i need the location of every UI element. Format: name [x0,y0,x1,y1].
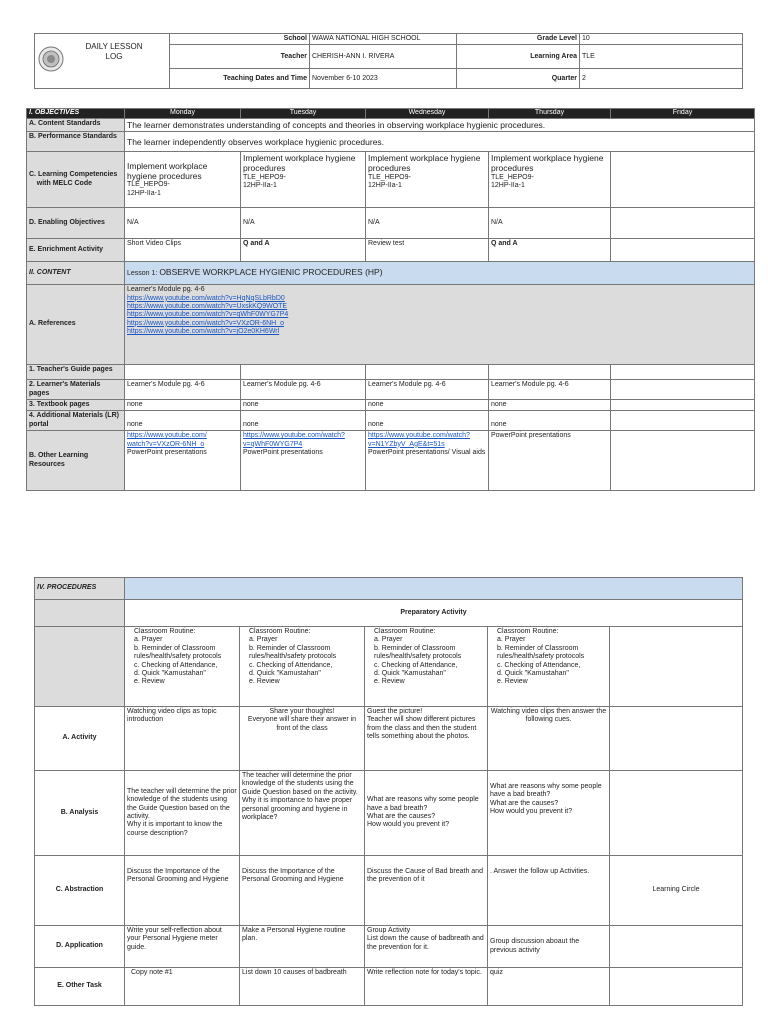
tb-tuesday: none [241,399,366,410]
task-thursday: quiz [488,968,610,1006]
abstraction-tuesday: Discuss the Importance of the Personal Grooming and Hygiene [240,856,365,926]
enabling-thursday: N/A [489,208,611,239]
references-label: A. References [27,285,125,365]
enrichment-friday [611,239,755,262]
other-wednesday: https://www.youtube.com/watch? v=N1YZbyV_AgE&t=51s PowerPoint presentations/ Visual aids [366,431,489,491]
objectives-section-label: I. OBJECTIVES [27,109,125,119]
day-wednesday: Wednesday [366,109,489,119]
reference-link[interactable]: https://www.youtube.com/watch?v=UxskKQ9WOTE [127,302,288,310]
day-header-row [27,109,755,119]
enabling-wednesday: N/A [366,208,489,239]
analysis-wednesday: What are reasons why some people have a bad breath? What are the causes? How would you prevent it? [365,771,488,856]
task-wednesday: Write reflection note for today's topic. [365,968,488,1006]
routine-thursday: Classroom Routine: a. Prayer b. Reminder of Classroom rules/health/safety protocols c. Checking of Attendance, d. Quick "Kamustahan" e. Review [488,627,610,707]
other-task-label: E. Other Task [35,968,125,1006]
header-logo-cell [35,34,170,89]
enrichment-thursday: Q and A [489,239,611,262]
application-wednesday: Group Activity List down the cause of badbreath and the prevention for it. [365,926,488,968]
lr-wednesday: none [366,411,489,431]
routine-monday: Classroom Routine: a. Prayer b. Reminder of Classroom rules/health/safety protocols c. Checking of Attendance, d. Quick "Kamustahan" e. Review [125,627,240,707]
tb-monday: none [125,399,241,410]
enabling-tuesday: N/A [241,208,366,239]
competencies-label: C. Learning Competencies with MELC Code [27,152,125,208]
other-friday [611,431,755,491]
abstraction-monday: Discuss the Importance of the Personal Grooming and Hygiene [125,856,240,926]
school-value: WAWA NATIONAL HIGH SCHOOL [310,34,457,45]
enabling-objectives-label: D. Enabling Objectives [27,208,125,239]
lm-thursday: Learner's Module pg. 4-6 [489,380,611,400]
reference-link[interactable]: https://www.youtube.com/watch?v=qWhF0WYG7P4 [127,311,289,319]
teacher-label: Teacher [170,45,310,69]
competency-friday [611,152,755,208]
enrichment-label: E. Enrichment Activity [27,239,125,262]
lr-friday [611,411,755,431]
activity-friday [610,707,743,771]
area-value: TLE [580,45,743,69]
application-monday: Write your self-reflection about your Personal Hygiene meter guide. [125,926,240,968]
procedures-section-label: IV. PROCEDURES [35,578,125,600]
reference-link[interactable]: https://www.youtube.com/watch?v=VXzOR-6NH_o [127,319,284,327]
tb-wednesday: none [366,399,489,410]
day-tuesday: Tuesday [241,109,366,119]
competency-tuesday: Implement workplace hygiene procedures TLE_HEPO9- 12HP-IIa-1 [241,152,366,208]
competency-monday: Implement workplace hygiene procedures TLE_HEPO9- 12HP-IIa-1 [125,152,241,208]
enabling-friday [611,208,755,239]
routine-friday [610,627,743,707]
lm-tuesday: Learner's Module pg. 4-6 [241,380,366,400]
grade-value: 10 [580,34,743,45]
competency-thursday: Implement workplace hygiene procedures TLE_HEPO9- 12HP-IIa-1 [489,152,611,208]
activity-thursday: Watching video clips then answer the following cues. [488,707,610,771]
content-standards-text: The learner demonstrates understanding of concepts and theories in observing workplace hygienic procedures. [125,119,755,132]
other-tuesday: https://www.youtube.com/watch? v=qWhF0WYG7P4 PowerPoint presentations [241,431,366,491]
competency-wednesday: Implement workplace hygiene procedures TLE_HEPO9- 12HP-IIa-1 [366,152,489,208]
lr-tuesday: none [241,411,366,431]
other-thursday: PowerPoint presentations [489,431,611,491]
enabling-monday: N/A [125,208,241,239]
resource-link[interactable]: https://www.youtube.com/watch? v=qWhF0WYG7P4 [243,432,345,448]
analysis-thursday: What are reasons why some people have a bad breath? What are the causes? How would you prevent it? [488,771,610,856]
area-label: Learning Area [457,45,580,69]
analysis-friday [610,771,743,856]
lesson-title: Lesson 1: OBSERVE WORKPLACE HYGIENIC PROCEDURES (HP) [125,262,755,285]
application-thursday: Group discussion aboaut the previous activity [488,926,610,968]
application-label: D. Application [35,926,125,968]
preparatory-activity: Preparatory Activity [125,600,743,627]
learners-materials-label: 2. Learner's Materials pages [27,380,125,400]
tb-thursday: none [489,399,611,410]
lr-monday: none [125,411,241,431]
day-friday: Friday [611,109,755,119]
analysis-label: B. Analysis [35,771,125,856]
performance-standards-text: The learner independently observes workplace hygienic procedures. [125,132,755,152]
objectives-table [26,108,755,491]
activity-tuesday: Share your thoughts! Everyone will share their answer in front of the class [240,707,365,771]
task-friday [610,968,743,1006]
routine-wednesday: Classroom Routine: a. Prayer b. Reminder of Classroom rules/health/safety protocols c. Checking of Attendance, d. Quick "Kamustahan" e. Review [365,627,488,707]
lr-thursday: none [489,411,611,431]
content-section-label: II. CONTENT [27,262,125,285]
routine-tuesday: Classroom Routine: a. Prayer b. Reminder of Classroom rules/health/safety protocols c. Checking of Attendance, d. Quick "Kamustahan" e. Review [240,627,365,707]
task-tuesday: List down 10 causes of badbreath [240,968,365,1006]
lr-portal-label: 4. Additional Materials (LR) portal [27,411,125,431]
quarter-label: Quarter [457,69,580,89]
tb-friday [611,399,755,410]
enrichment-tuesday: Q and A [241,239,366,262]
day-monday: Monday [125,109,241,119]
quarter-value: 2 [580,69,743,89]
abstraction-wednesday: Discuss the Cause of Bad breath and the prevention of it [365,856,488,926]
module-reference: Learner's Module pg. 4-6 [127,286,205,294]
teacher-value: CHERISH-ANN I. RIVERA [310,45,457,69]
school-seal-icon [38,46,64,72]
enrichment-wednesday: Review test [366,239,489,262]
abstraction-label: C. Abstraction [35,856,125,926]
dates-value: November 6-10 2023 [310,69,457,89]
lm-friday [611,380,755,400]
lm-wednesday: Learner's Module pg. 4-6 [366,380,489,400]
teachers-guide-label: 1. Teacher's Guide pages [27,365,125,380]
content-standards-label: A. Content Standards [27,119,125,132]
reference-link[interactable]: https://www.youtube.com/watch?v=HqNqSLbRbD0 [127,294,285,302]
other-resources-label: B. Other Learning Resources [27,431,125,491]
activity-wednesday: Guest the picture! Teacher will show different pictures from the class and then the student tells something about the photos. [365,707,488,771]
grade-label: Grade Level [457,34,580,45]
performance-standards-label: B. Performance Standards [27,132,125,152]
enrichment-monday: Short Video Clips [125,239,241,262]
references-cell [125,285,755,365]
abstraction-friday: Learning Circle [610,856,743,926]
reference-link[interactable]: https://www.youtube.com/watch?v=jO2e0KH6Wrl [127,328,280,336]
resource-link[interactable]: https://www.youtube.com/ watch?v=VXzOR-6NH_o [127,432,207,448]
day-thursday: Thursday [489,109,611,119]
school-label: School [170,34,310,45]
resource-link[interactable]: https://www.youtube.com/watch? v=N1YZbyV_AgE&t=51s [368,432,470,448]
procedures-table [34,577,743,1006]
dates-label: Teaching Dates and Time [170,69,310,89]
application-friday [610,926,743,968]
header-table [34,33,743,89]
activity-monday: Watching video clips as topic introduction [125,707,240,771]
analysis-monday: The teacher will determine the prior knowledge of the students using the Guide Question based on the activity. Why it is important to know the course description? [125,771,240,856]
lm-monday: Learner's Module pg. 4-6 [125,380,241,400]
activity-label: A. Activity [35,707,125,771]
other-monday: https://www.youtube.com/ watch?v=VXzOR-6NH_o PowerPoint presentations [125,431,241,491]
application-tuesday: Make a Personal Hygiene routine plan. [240,926,365,968]
dll-title: DAILY LESSON LOG [85,42,143,61]
analysis-tuesday: The teacher will determine the prior knowledge of the students using the Guide Question based on the activity. Why it is importance to have proper personal grooming and hygiene in workplace? [240,771,365,856]
task-monday: Copy note #1 [125,968,240,1006]
abstraction-thursday: . Answer the follow up Activities. [488,856,610,926]
textbook-label: 3. Textbook pages [27,399,125,410]
